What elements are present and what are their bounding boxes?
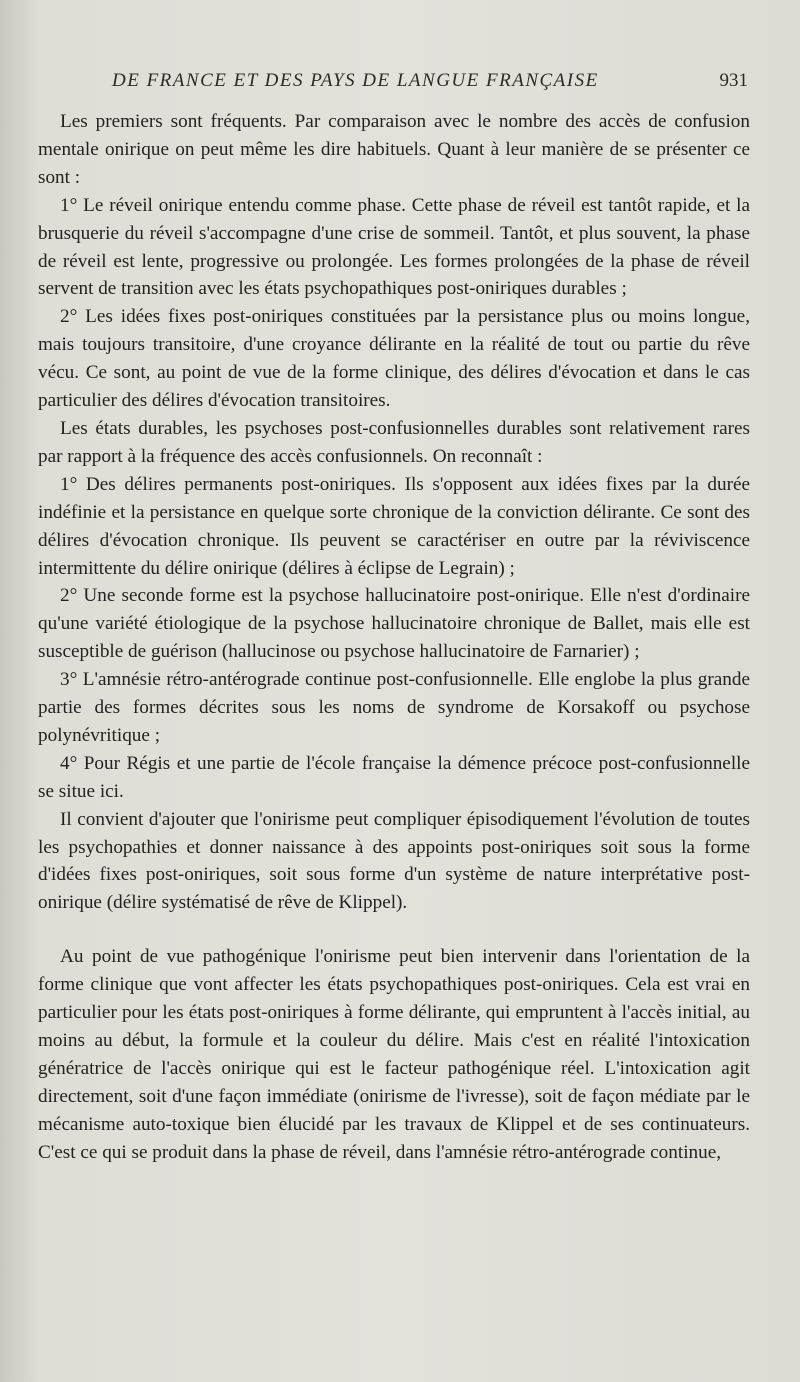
paragraph: Au point de vue pathogénique l'onirisme peut bien intervenir dans l'orientation de la forme clinique que vont affecter les états psychopathiques post-oniriques. Cela est vrai en particulier pour les états post-oniriques à forme délirante, qui empruntent à l'accès initial, au moins au début, la formule et la couleur du délire. Mais c'est en réalité l'intoxication génératrice de l'accès onirique qui est le facteur pathogénique réel. L'intoxication agit directement, soit d'une façon immédiate (onirisme de l'ivresse), soit de façon médiate par le mécanisme auto-toxique bien élucidé par les travaux de Klippel et de ses continuateurs. C'est ce qui se produit dans la phase de réveil, dans l'amnésie rétro-antérograde continue, (38, 946, 750, 1163)
running-header (112, 70, 748, 94)
paragraph: 1° Le réveil onirique entendu comme phase. Cette phase de réveil est tantôt rapide, et la brusquerie du réveil s'accompagne d'une crise de sommeil. Tantôt, et plus souvent, la phase de réveil est lente, progressive ou prolongée. Les formes prolongées de la phase de réveil servent de transition avec les états psychopathiques post-oniriques durables ; (38, 194, 750, 300)
paragraph: Il convient d'ajouter que l'onirisme peut compliquer épisodiquement l'évolution de toutes les psychopathies et donner naissance à des appoints post-oniriques soit sous la forme d'idées fixes post-oniriques, soit sous forme d'un système de nature interprétative post-onirique (délire systématisé de rêve de Klippel). (38, 808, 750, 914)
paragraph: 4° Pour Régis et une partie de l'école française la démence précoce post-confusionnelle se situe ici. (38, 752, 750, 802)
running-title: DE FRANCE ET DES PAYS DE LANGUE FRANÇAISE (112, 70, 599, 91)
paragraph: Les états durables, les psychoses post-confusionnelles durables sont relativement rares par rapport à la fréquence des accès confusionnels. On reconnaît : (38, 417, 750, 467)
page-number: 931 (719, 70, 748, 91)
paragraph: 1° Des délires permanents post-oniriques. Ils s'opposent aux idées fixes par la durée indéfinie et la persistance en quelque sorte chronique de la conviction délirante. Ce sont des délires d'évocation chronique. Ils peuvent se caractériser en outre par la réviviscence intermittente du délire onirique (délires à éclipse de Legrain) ; (38, 473, 750, 579)
body-text (38, 108, 750, 1167)
paragraph: Les premiers sont fréquents. Par comparaison avec le nombre des accès de confusion mentale onirique on peut même les dire habituels. Quant à leur manière de se présenter ce sont : (38, 111, 750, 188)
paragraph: 2° Une seconde forme est la psychose hallucinatoire post-onirique. Elle n'est d'ordinaire qu'une variété étiologique de la psychose hallucinatoire chronique de Ballet, mais elle est susceptible de guérison (hallucinose ou psychose hallucinatoire de Farnarier) ; (38, 585, 750, 663)
paragraph: 2° Les idées fixes post-oniriques constituées par la persistance plus ou moins longue, mais toujours transitoire, d'une croyance délirante en la réalité de tout ou partie du rêve vécu. Ce sont, au point de vue de la forme clinique, des délires d'évocation et dans le cas particulier des délires d'évocation transitoires. (38, 306, 750, 412)
paragraph: 3° L'amnésie rétro-antérograde continue post-confusionnelle. Elle englobe la plus grande partie des formes décrites sous les noms de syndrome de Korsakoff ou psychose polynévritique ; (38, 669, 750, 746)
